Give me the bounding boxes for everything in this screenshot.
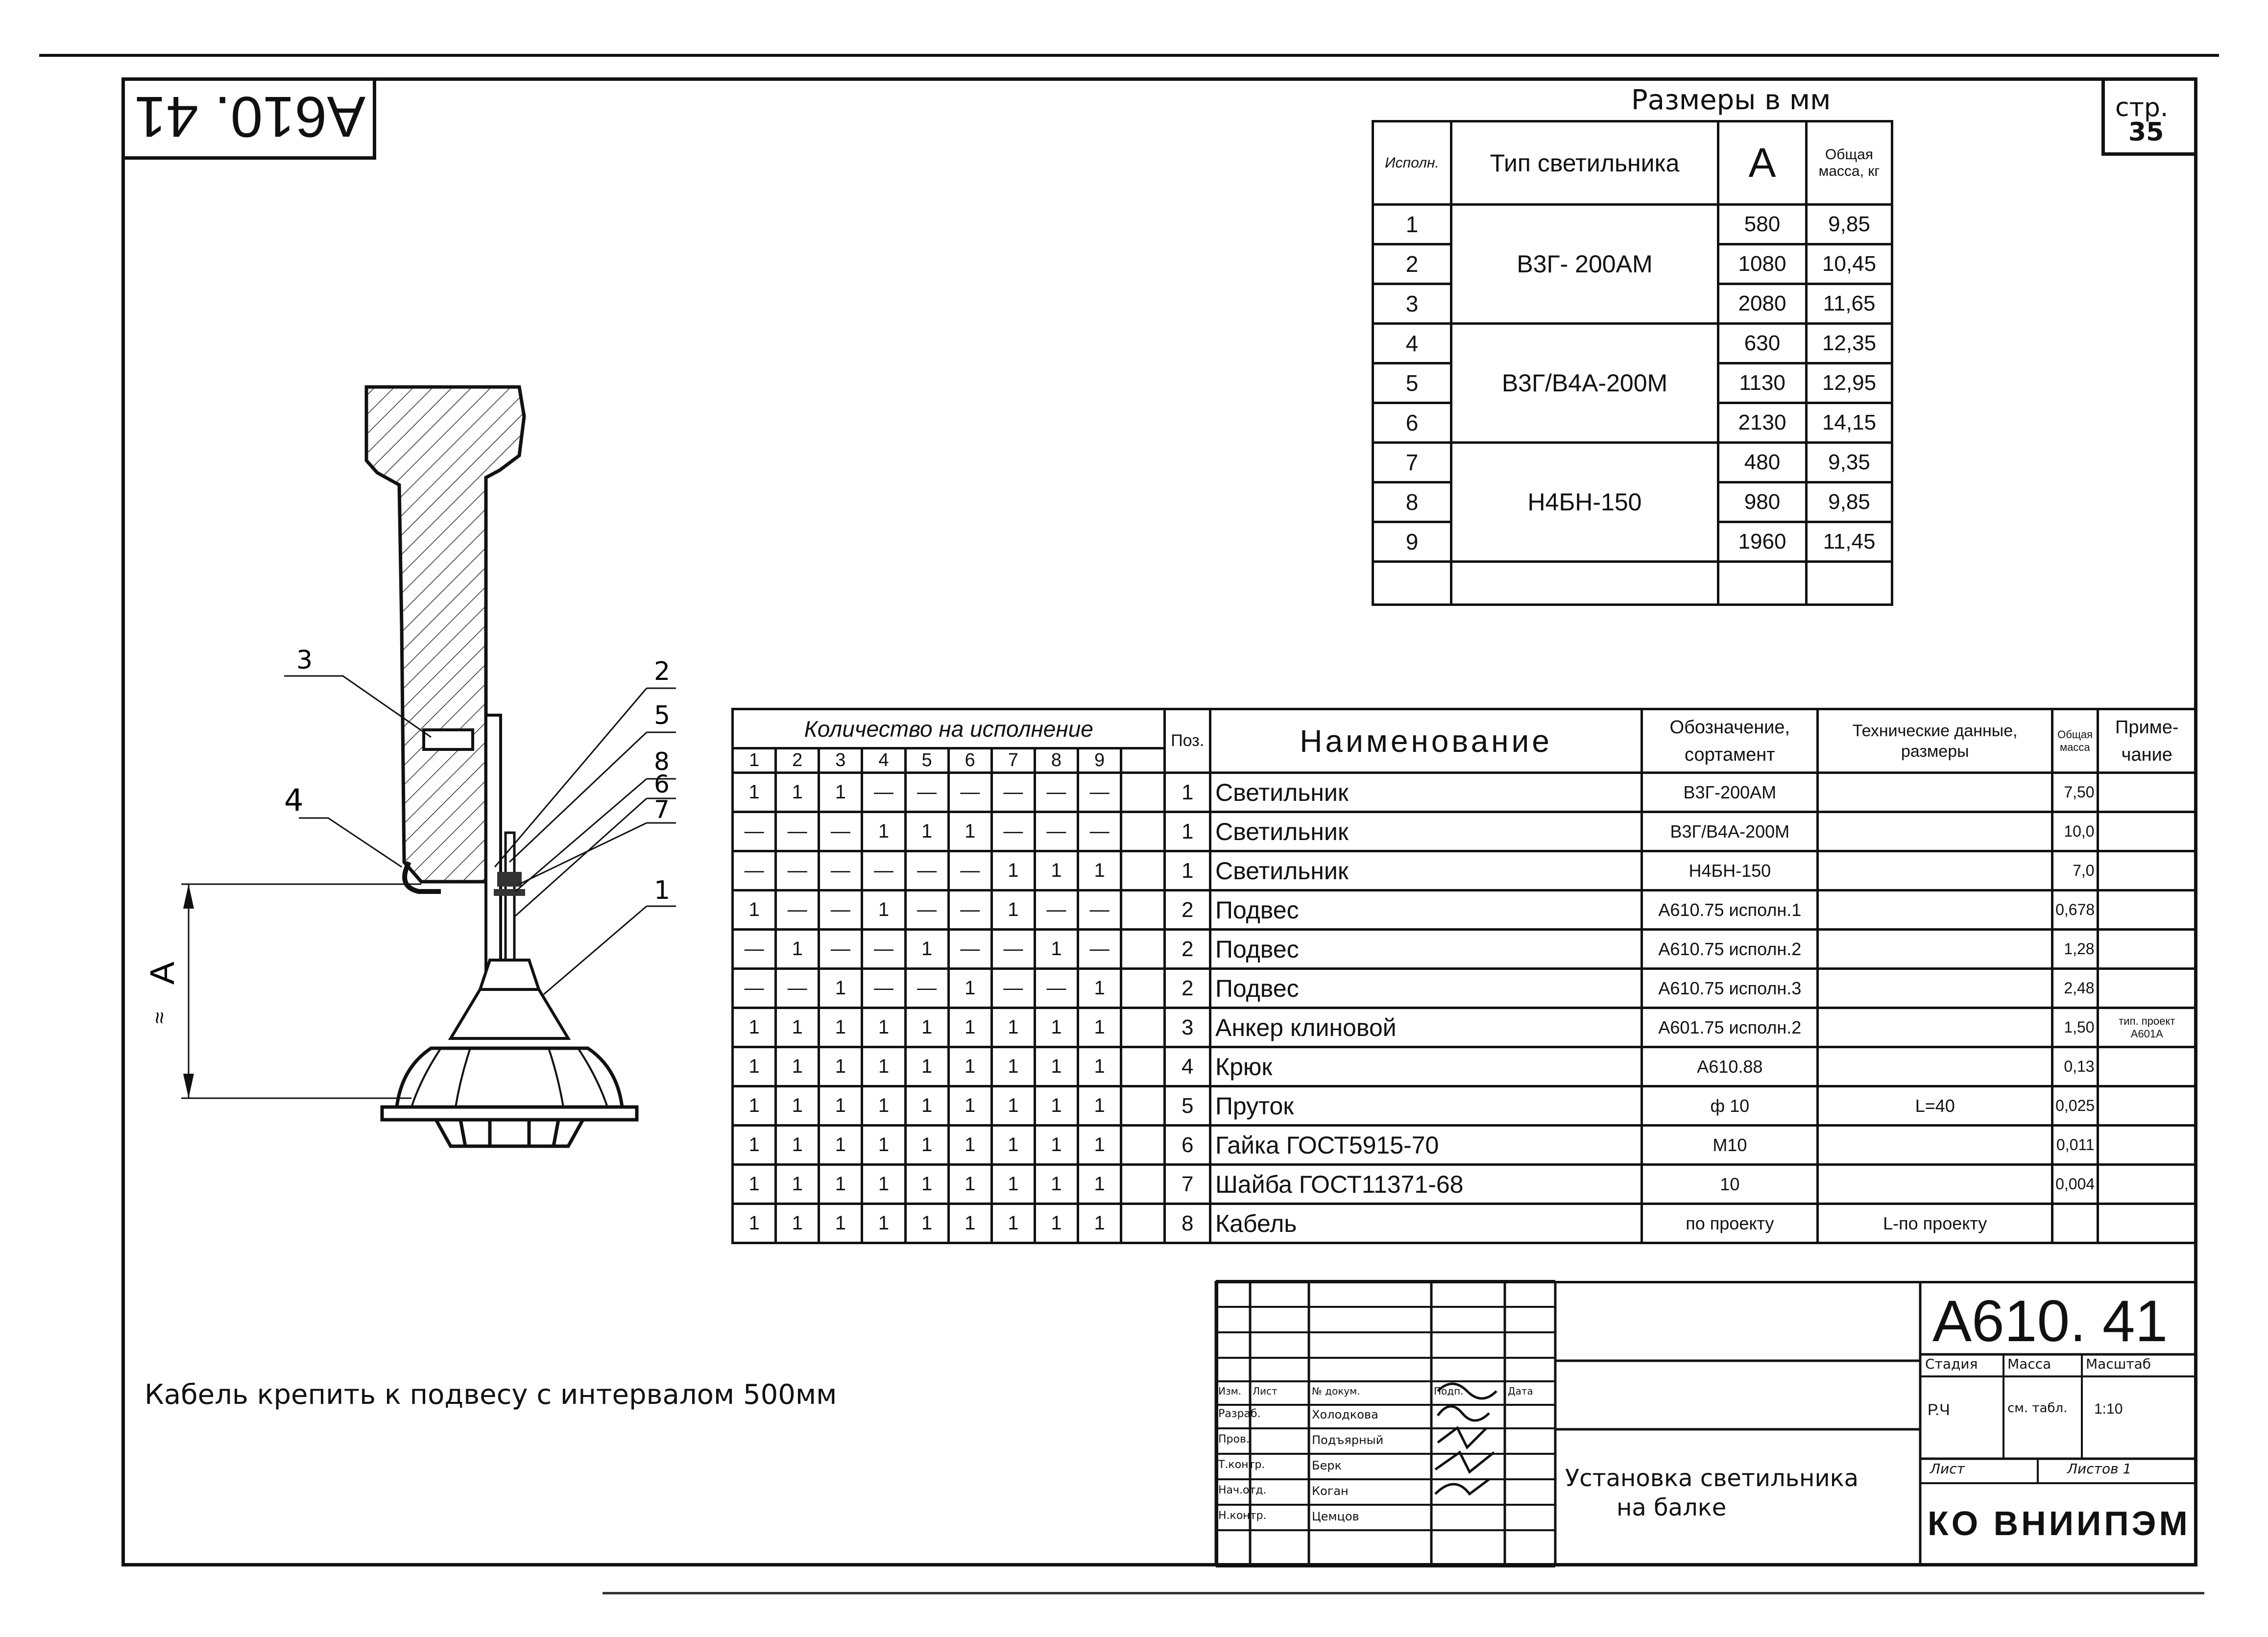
col-header-tech: Технические данные, размеры: [1818, 709, 2052, 773]
item-designation: А601.75 исполн.2: [1642, 1008, 1818, 1047]
variant-number: 7: [1373, 443, 1451, 482]
item-designation: ф 10: [1642, 1086, 1818, 1126]
luminaire-reflector: [397, 1048, 622, 1107]
qty-cell: —: [991, 930, 1035, 969]
item-designation: А610.75 исполн.3: [1642, 969, 1818, 1008]
qty-cell: —: [1078, 812, 1121, 851]
qty-cell: 1: [991, 1047, 1035, 1086]
lamp-guard: [436, 1120, 583, 1146]
qty-cell: 1: [991, 1165, 1035, 1204]
position-number: 1: [1165, 773, 1210, 812]
item-mass: 0,004: [2052, 1165, 2098, 1204]
qty-cell: 1: [776, 1126, 819, 1165]
callout-1: 1: [654, 876, 671, 905]
qty-cell: 1: [733, 891, 776, 930]
qty-cell: 1: [819, 773, 862, 812]
qty-cell: 1: [1078, 851, 1121, 891]
col-header-name: Наименование: [1210, 709, 1641, 773]
item-name: Светильник: [1210, 851, 1641, 891]
qty-cell: 1: [862, 1047, 905, 1086]
sizes-caption: Размеры в мм: [1631, 84, 1831, 116]
signature-col-header: Дата: [1508, 1385, 1533, 1397]
variant-number: 8: [1373, 482, 1451, 522]
page-number: 35: [2128, 118, 2164, 147]
item-tech-data: L-по проекту: [1818, 1204, 2052, 1243]
callout-6: 6: [654, 770, 670, 798]
col-header-pos: Поз.: [1165, 709, 1210, 773]
qty-col-header: 5: [905, 748, 948, 773]
qty-cell: 1: [776, 1086, 819, 1126]
qty-cell: 1: [991, 1126, 1035, 1165]
total-mass: 9,85: [1807, 205, 1892, 244]
callout-2: 2: [654, 657, 671, 686]
item-name: Анкер клиновой: [1210, 1008, 1641, 1047]
qty-cell: 1: [819, 969, 862, 1008]
size-a: 2130: [1718, 403, 1807, 443]
qty-cell: 1: [733, 1008, 776, 1047]
total-mass: 12,95: [1807, 363, 1892, 403]
callout-7: 7: [654, 795, 670, 824]
position-number: 5: [1165, 1086, 1210, 1126]
position-number: 6: [1165, 1126, 1210, 1165]
qty-cell: —: [1035, 969, 1078, 1008]
qty-cell: 1: [862, 812, 905, 851]
qty-cell: 1: [905, 1165, 948, 1204]
total-mass: 11,45: [1807, 522, 1892, 562]
qty-cell: 1: [948, 969, 991, 1008]
qty-cell: —: [776, 969, 819, 1008]
qty-cell: —: [862, 773, 905, 812]
qty-cell: 1: [862, 891, 905, 930]
item-designation: В3Г-200АМ: [1642, 773, 1818, 812]
position-number: 2: [1165, 891, 1210, 930]
item-designation: Н4БН-150: [1642, 851, 1818, 891]
qty-cell: 1: [1078, 1008, 1121, 1047]
staff-role: Пров.: [1218, 1433, 1250, 1445]
qty-cell: —: [991, 812, 1035, 851]
qty-cell: 1: [733, 1047, 776, 1086]
position-number: 4: [1165, 1047, 1210, 1086]
total-mass: 14,15: [1807, 403, 1892, 443]
total-mass: 9,85: [1807, 482, 1892, 522]
size-a: 630: [1718, 324, 1807, 363]
qty-cell: 1: [733, 1204, 776, 1243]
qty-cell: 1: [1035, 930, 1078, 969]
item-name: Подвес: [1210, 891, 1641, 930]
variant-number: 1: [1373, 205, 1451, 244]
qty-col-header: 1: [733, 748, 776, 773]
qty-cell: 1: [862, 1008, 905, 1047]
qty-cell: —: [948, 851, 991, 891]
installation-note: Кабель крепить к подвесу с интервалом 500мм: [145, 1379, 837, 1411]
qty-cell: —: [819, 891, 862, 930]
staff-role: Нач.отд.: [1218, 1484, 1267, 1496]
qty-cell: —: [862, 930, 905, 969]
item-mass: 7,0: [2052, 851, 2098, 891]
item-mass: 0,678: [2052, 891, 2098, 930]
qty-cell: —: [776, 891, 819, 930]
item-mass: 1,50: [2052, 1008, 2098, 1047]
mass-label: Масса: [2007, 1356, 2051, 1372]
qty-col-header: 4: [862, 748, 905, 773]
qty-cell: —: [733, 812, 776, 851]
qty-cell: 1: [862, 1086, 905, 1126]
item-designation: А610.75 исполн.1: [1642, 891, 1818, 930]
qty-cell: 1: [776, 773, 819, 812]
callout-4: 4: [284, 782, 304, 818]
item-tech-data: L=40: [1818, 1086, 2052, 1126]
item-designation: по проекту: [1642, 1204, 1818, 1243]
qty-cell: 1: [948, 1204, 991, 1243]
qty-cell: —: [776, 851, 819, 891]
qty-cell: 1: [1035, 851, 1078, 891]
drawing-title-line1: Установка светильника: [1565, 1465, 1859, 1492]
qty-cell: 1: [1035, 1204, 1078, 1243]
signature-col-header: Изм.: [1218, 1385, 1242, 1397]
variant-number: 6: [1373, 403, 1451, 443]
item-name: Светильник: [1210, 773, 1641, 812]
qty-col-header: 2: [776, 748, 819, 773]
qty-cell: —: [948, 930, 991, 969]
qty-cell: 1: [948, 1008, 991, 1047]
item-name: Светильник: [1210, 812, 1641, 851]
col-header-mass: Общая масса, кг: [1807, 121, 1892, 205]
mass-value: см. табл.: [2007, 1401, 2068, 1416]
qty-cell: —: [819, 812, 862, 851]
staff-name: Холодкова: [1312, 1408, 1378, 1421]
qty-cell: 1: [776, 1008, 819, 1047]
qty-cell: 1: [733, 1126, 776, 1165]
qty-col-header: 9: [1078, 748, 1121, 773]
qty-cell: 1: [862, 1165, 905, 1204]
variant-number: 2: [1373, 244, 1451, 284]
total-mass: 9,35: [1807, 443, 1892, 482]
item-name: Подвес: [1210, 969, 1641, 1008]
washer: [494, 889, 525, 896]
qty-cell: 1: [1078, 1204, 1121, 1243]
item-mass: 0,13: [2052, 1047, 2098, 1086]
item-mass: 1,28: [2052, 930, 2098, 969]
luminaire-type: Н4БН-150: [1451, 443, 1718, 562]
col-header-mass: Общая масса: [2052, 709, 2098, 773]
total-mass: 11,65: [1807, 284, 1892, 324]
qty-cell: 1: [905, 1086, 948, 1126]
staff-role: Разраб.: [1218, 1408, 1261, 1420]
qty-cell: 1: [1078, 1047, 1121, 1086]
qty-cell: 1: [991, 1008, 1035, 1047]
qty-cell: 1: [905, 1204, 948, 1243]
qty-cell: 1: [819, 1126, 862, 1165]
variant-number: 5: [1373, 363, 1451, 403]
organization-name: КО ВНИИПЭМ: [1928, 1504, 2191, 1542]
qty-cell: 1: [948, 1165, 991, 1204]
qty-cell: —: [1078, 891, 1121, 930]
size-a: 980: [1718, 482, 1807, 522]
luminaire-cone: [451, 989, 568, 1038]
position-number: 1: [1165, 851, 1210, 891]
item-mass: 10,0: [2052, 812, 2098, 851]
col-header-type: Тип светильника: [1451, 121, 1718, 205]
qty-cell: 1: [776, 1165, 819, 1204]
variant-number: 4: [1373, 324, 1451, 363]
size-a: 1080: [1718, 244, 1807, 284]
item-name: Гайка ГОСТ5915-70: [1210, 1126, 1641, 1165]
nut: [497, 872, 522, 887]
staff-name: Подъярный: [1312, 1433, 1384, 1447]
qty-cell: 1: [819, 1165, 862, 1204]
qty-cell: —: [776, 812, 819, 851]
position-number: 2: [1165, 930, 1210, 969]
qty-cell: 1: [905, 1126, 948, 1165]
total-mass: 12,35: [1807, 324, 1892, 363]
qty-cell: —: [862, 969, 905, 1008]
size-a: 480: [1718, 443, 1807, 482]
position-number: 7: [1165, 1165, 1210, 1204]
qty-cell: 1: [776, 1204, 819, 1243]
qty-col-header: 7: [991, 748, 1035, 773]
col-header-variant: Исполн.: [1373, 121, 1451, 205]
col-header-note: Приме-чание: [2098, 709, 2196, 773]
signature-col-header: № докум.: [1312, 1385, 1360, 1397]
qty-cell: 1: [862, 1204, 905, 1243]
qty-cell: 1: [1078, 1086, 1121, 1126]
variant-number: 9: [1373, 522, 1451, 562]
qty-cell: 1: [905, 812, 948, 851]
item-name: Подвес: [1210, 930, 1641, 969]
size-a: 1130: [1718, 363, 1807, 403]
page-label: стр.: [2115, 93, 2169, 122]
qty-cell: 1: [1035, 1165, 1078, 1204]
item-mass: 0,011: [2052, 1126, 2098, 1165]
item-name: Пруток: [1210, 1086, 1641, 1126]
qty-cell: —: [819, 851, 862, 891]
item-mass: 0,025: [2052, 1086, 2098, 1126]
qty-cell: 1: [1078, 969, 1121, 1008]
qty-cell: —: [991, 773, 1035, 812]
qty-cell: 1: [1035, 1126, 1078, 1165]
qty-cell: 1: [1035, 1008, 1078, 1047]
sheet-label: Лист: [1930, 1461, 1965, 1477]
qty-cell: 1: [776, 1047, 819, 1086]
staff-role: Н.контр.: [1218, 1510, 1267, 1522]
staff-name: Коган: [1312, 1484, 1349, 1498]
anchor-wedge: [424, 730, 473, 749]
item-mass: 2,48: [2052, 969, 2098, 1008]
position-number: 2: [1165, 969, 1210, 1008]
signature-col-header: Подп.: [1434, 1385, 1464, 1397]
callout-8: 8: [654, 747, 670, 776]
qty-cell: 1: [948, 1047, 991, 1086]
scale-value: 1:10: [2094, 1401, 2123, 1417]
qty-cell: —: [862, 851, 905, 891]
qty-cell: —: [905, 891, 948, 930]
luminaire-neck: [480, 960, 539, 989]
item-designation: М10: [1642, 1126, 1818, 1165]
item-designation: 10: [1642, 1165, 1818, 1204]
size-a: 2080: [1718, 284, 1807, 324]
size-a: 580: [1718, 205, 1807, 244]
reflector-rim: [382, 1107, 637, 1120]
qty-caption: Количество на исполнение: [733, 709, 1165, 748]
qty-cell: 1: [733, 1165, 776, 1204]
qty-cell: 1: [819, 1204, 862, 1243]
scale-label: Масштаб: [2086, 1356, 2151, 1372]
assembly-drawing: [137, 372, 700, 1205]
qty-col-header: 3: [819, 748, 862, 773]
item-mass: 7,50: [2052, 773, 2098, 812]
qty-cell: 1: [819, 1047, 862, 1086]
stage-value: Р.Ч: [1928, 1401, 1950, 1419]
rotated-code: А610. 41: [134, 84, 366, 149]
qty-cell: —: [1035, 812, 1078, 851]
total-mass: 10,45: [1807, 244, 1892, 284]
qty-cell: 1: [1078, 1165, 1121, 1204]
qty-cell: —: [991, 969, 1035, 1008]
item-name: Кабель: [1210, 1204, 1641, 1243]
position-number: 1: [1165, 812, 1210, 851]
qty-cell: 1: [776, 930, 819, 969]
qty-cell: —: [1035, 773, 1078, 812]
sheets-label: Листов 1: [2067, 1461, 2132, 1477]
item-name: Крюк: [1210, 1047, 1641, 1086]
qty-cell: 1: [991, 891, 1035, 930]
qty-cell: 1: [948, 1086, 991, 1126]
dimension-a-note: ≈: [147, 1011, 171, 1024]
luminaire-type: В3Г- 200АМ: [1451, 205, 1718, 324]
qty-cell: 1: [1078, 1126, 1121, 1165]
qty-cell: —: [1078, 930, 1121, 969]
qty-cell: 1: [733, 773, 776, 812]
variant-number: 3: [1373, 284, 1451, 324]
item-name: Шайба ГОСТ11371-68: [1210, 1165, 1641, 1204]
col-header-designation: Обозначение, сортамент: [1642, 709, 1818, 773]
qty-cell: 1: [905, 1047, 948, 1086]
item-note: тип. проект А601А: [2098, 1008, 2196, 1047]
col-header-a: А: [1718, 121, 1807, 205]
qty-cell: —: [733, 969, 776, 1008]
qty-cell: —: [905, 851, 948, 891]
qty-cell: —: [1035, 891, 1078, 930]
drawing-title-line2: на балке: [1617, 1494, 1727, 1521]
item-designation: А610.75 исполн.2: [1642, 930, 1818, 969]
callout-3: 3: [296, 646, 313, 675]
position-number: 3: [1165, 1008, 1210, 1047]
stage-label: Стадия: [1925, 1356, 1978, 1372]
qty-cell: —: [733, 930, 776, 969]
qty-cell: 1: [905, 930, 948, 969]
qty-cell: —: [819, 930, 862, 969]
item-designation: А610.88: [1642, 1047, 1818, 1086]
qty-cell: 1: [948, 1126, 991, 1165]
qty-cell: 1: [905, 1008, 948, 1047]
qty-cell: —: [948, 773, 991, 812]
dimension-a-label: А: [143, 962, 181, 985]
qty-cell: 1: [1035, 1047, 1078, 1086]
qty-cell: 1: [1035, 1086, 1078, 1126]
qty-cell: 1: [819, 1008, 862, 1047]
qty-col-header: 8: [1035, 748, 1078, 773]
item-designation: В3Г/В4А-200М: [1642, 812, 1818, 851]
qty-cell: 1: [819, 1086, 862, 1126]
staff-name: Цемцов: [1312, 1510, 1359, 1523]
size-a: 1960: [1718, 522, 1807, 562]
qty-cell: —: [733, 851, 776, 891]
qty-cell: 1: [948, 812, 991, 851]
qty-cell: —: [948, 891, 991, 930]
title-block-code: А610. 41: [1932, 1288, 2168, 1354]
signature-col-header: Лист: [1253, 1385, 1278, 1397]
qty-cell: 1: [733, 1086, 776, 1126]
qty-col-header: 6: [948, 748, 991, 773]
qty-cell: 1: [862, 1126, 905, 1165]
staff-name: Берк: [1312, 1459, 1342, 1472]
qty-cell: 1: [991, 1204, 1035, 1243]
qty-cell: —: [905, 773, 948, 812]
staff-role: Т.контр.: [1218, 1459, 1265, 1471]
qty-cell: 1: [991, 851, 1035, 891]
callout-5: 5: [654, 701, 671, 730]
position-number: 8: [1165, 1204, 1210, 1243]
luminaire-type: В3Г/В4А-200М: [1451, 324, 1718, 443]
qty-cell: 1: [991, 1086, 1035, 1126]
qty-cell: —: [1078, 773, 1121, 812]
qty-cell: —: [905, 969, 948, 1008]
